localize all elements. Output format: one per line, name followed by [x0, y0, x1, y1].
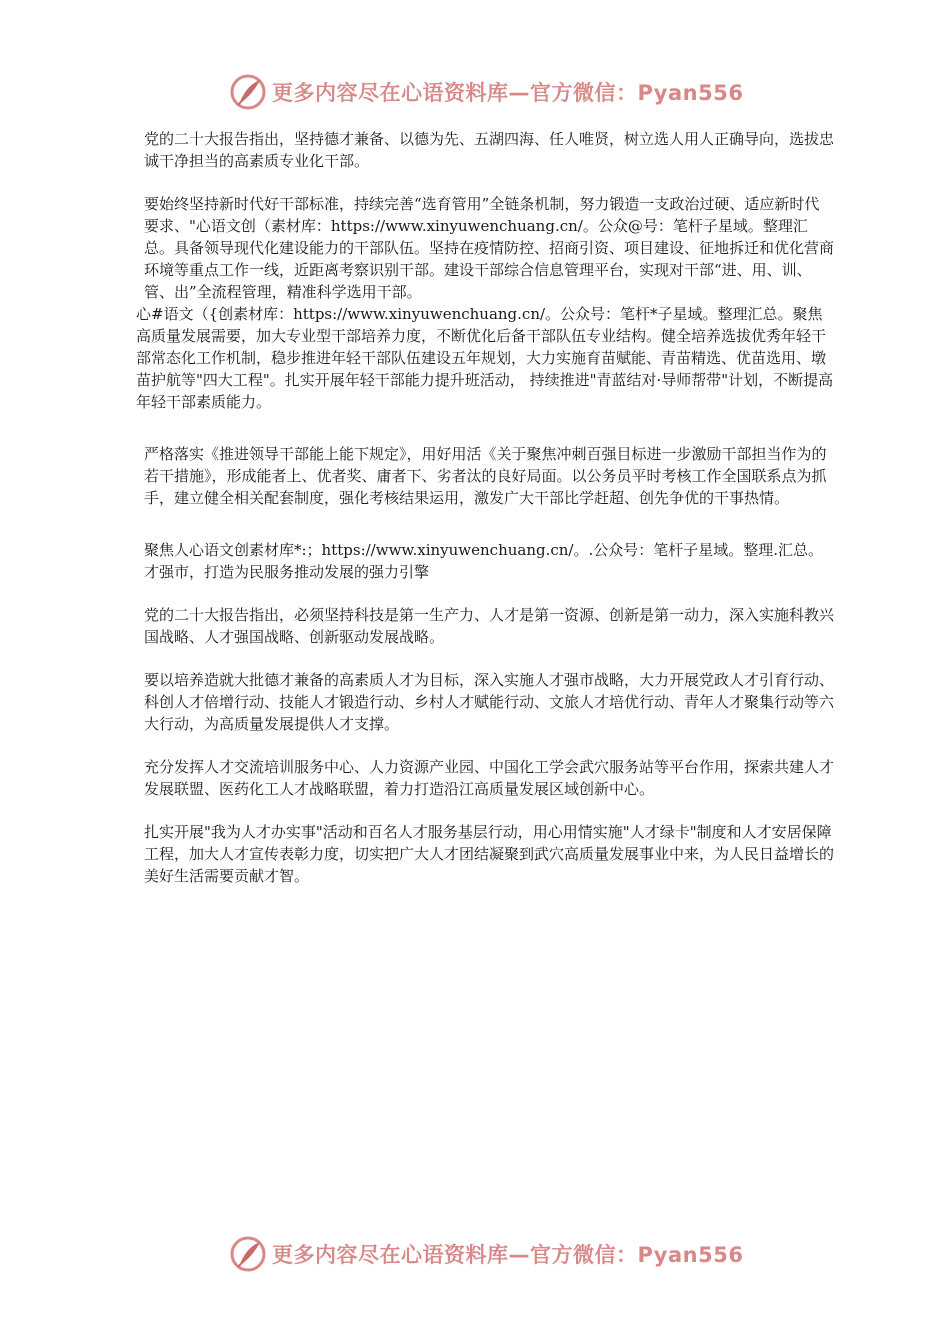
paragraph-6: 党的二十大报告指出，必须坚持科技是第一生产力、人才是第一资源、创新是第一动力，深入实施科教兴国战略、人才强国战略、创新驱动发展战略。	[144, 606, 835, 646]
banner-text: 更多内容尽在心语资料库—官方微信：Pyan556	[272, 1243, 744, 1267]
paragraph-5: 聚焦人心语文创素材库*:；https://www.xinyuwenchuang.cn/。.公众号：笔杆子星域。整理.汇总。才强市，打造为民服务推动发展的强力引擎	[144, 541, 824, 581]
banner-text: 更多内容尽在心语资料库—官方微信：Pyan556	[272, 81, 744, 105]
paragraph-2: 要始终坚持新时代好干部标准，持续完善“选育管用”全链条机制，努力锻造一支政治过硬、适应新时代要求、"心语文创（素材库：https://www.xinyuwenchuang.cn/。公众@号：笔杆子星域。整理汇总。具备领导现代化建设能力的干部队伍。坚持在疫情防控、招商引资、项目建设、征地拆迁和优化营商环境等重点工作一线，近距离考察识别干部。建设干部综合信息管理平台，实现对干部“进、用、训、管、出”全流程管理，精准科学选用干部。	[144, 195, 835, 301]
document-body	[136, 128, 835, 887]
paragraph-1: 党的二十大报告指出，坚持德才兼备、以德为先、五湖四海、任人唯贤，树立选人用人正确导向，选拔忠诚干净担当的高素质专业化干部。	[144, 130, 835, 170]
paragraph-4: 严格落实《推进领导干部能上能下规定》，用好用活《关于聚焦冲刺百强目标进一步激励干部担当作为的若干措施》，形成能者上、优者奖、庸者下、劣者汰的良好局面。以公务员平时考核工作全国联系点为抓手，建立健全相关配套制度，强化考核结果运用，激发广大干部比学赶超、创先争优的干事热情。	[144, 445, 827, 507]
paragraph-8: 充分发挥人才交流培训服务中心、人力资源产业园、中国化工学会武穴服务站等平台作用，探索共建人才发展联盟、医药化工人才战略联盟，着力打造沿江高质量发展区域创新中心。	[144, 758, 835, 798]
quill-logo-icon	[228, 1234, 268, 1274]
footer-banner	[228, 1232, 743, 1276]
paragraph-7: 要以培养造就大批德才兼备的高素质人才为目标，深入实施人才强市战略，大力开展党政人才引育行动、科创人才倍增行动、技能人才锻造行动、乡村人才赋能行动、文旅人才培优行动、青年人才聚集行动等六大行动，为高质量发展提供人才支撑。	[144, 671, 835, 733]
quill-logo-icon	[228, 72, 268, 112]
header-banner	[228, 70, 743, 114]
paragraph-3: 心#语文（{创素材库：https://www.xinyuwenchuang.cn/。公众号：笔杆*子星域。整理汇总。聚焦高质量发展需要，加大专业型干部培养力度，不断优化后备干部队伍专业结构。健全培养选拔优秀年轻干部常态化工作机制，稳步推进年轻干部队伍建设五年规划，大力实施育苗赋能、青苗精选、优苗选用、墩苗护航等"四大工程"。扎实开展年轻干部能力提升班活动， 持续推进"青蓝结对·导师帮带"计划，不断提高年轻干部素质能力。	[136, 305, 834, 411]
paragraph-9: 扎实开展"我为人才办实事"活动和百名人才服务基层行动，用心用情实施"人才绿卡"制度和人才安居保障工程，加大人才宣传表彰力度，切实把广大人才团结凝聚到武穴高质量发展事业中来，为人民日益增长的美好生活需要贡献才智。	[144, 823, 835, 885]
